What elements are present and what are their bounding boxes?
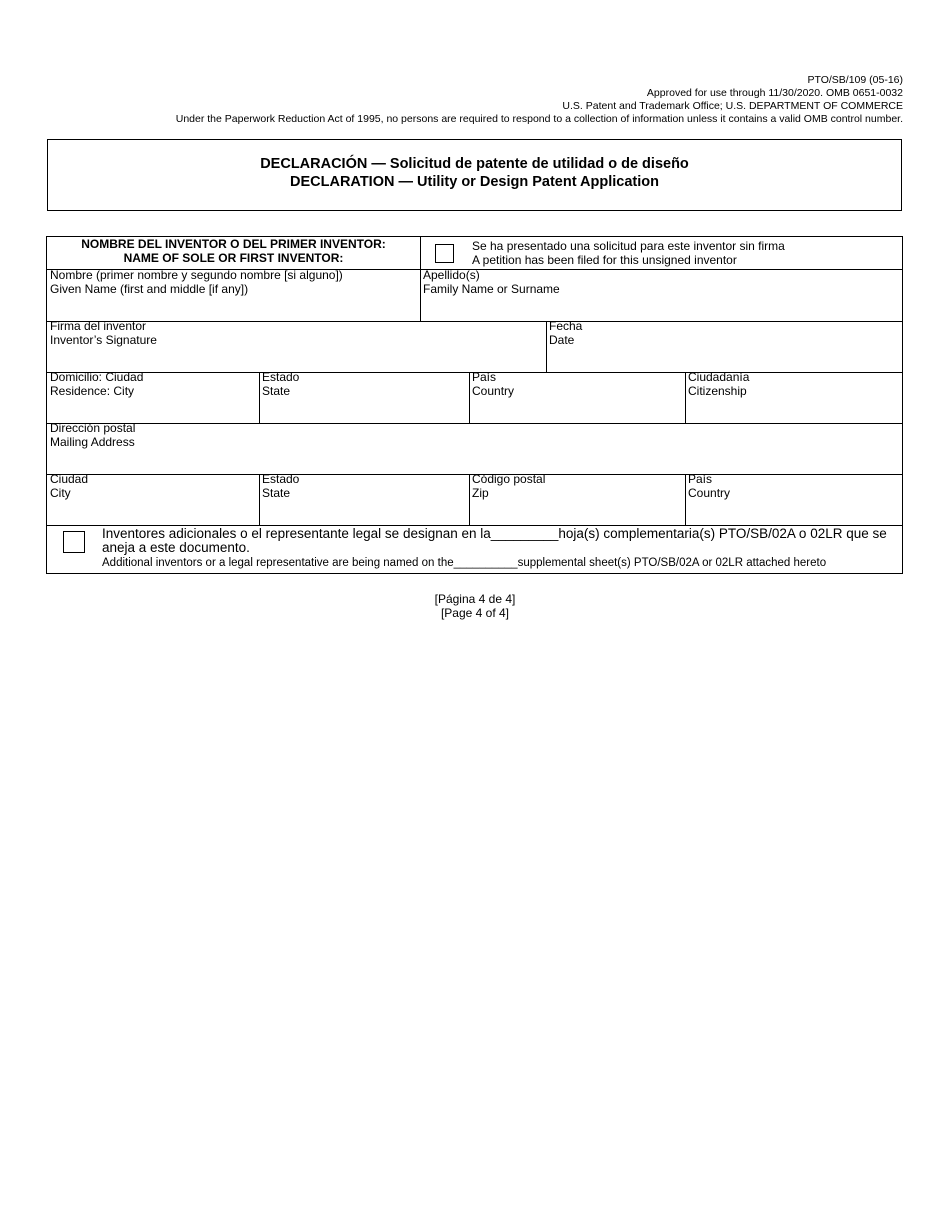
column-divider — [259, 474, 260, 525]
mailing-address-field[interactable] — [50, 421, 135, 449]
page-number-es: [Página 4 de 4] — [434, 592, 516, 606]
title-spanish: DECLARACIÓN — Solicitud de patente de utilidad o de diseño — [260, 156, 689, 172]
residence-city-label-en: Residence: City — [50, 384, 135, 398]
date-field[interactable] — [549, 319, 582, 347]
family-name-field[interactable] — [423, 268, 560, 296]
citizenship-label-es: Ciudadanía — [688, 370, 750, 384]
row-divider — [47, 423, 902, 424]
given-name-label-en: Given Name (first and middle [if any]) — [50, 282, 249, 296]
family-name-label-es: Apellido(s) — [423, 268, 480, 282]
column-divider — [420, 237, 421, 321]
state-field[interactable] — [262, 472, 299, 500]
form-number: PTO/SB/109 (05-16) — [807, 74, 903, 86]
city-label-es: Ciudad — [50, 472, 89, 486]
city-label-en: City — [50, 486, 71, 500]
citizenship-field[interactable] — [688, 370, 749, 398]
petition-label-en: A petition has been filed for this unsigned inventor — [472, 253, 737, 267]
zip-field[interactable] — [472, 472, 545, 500]
additional-inventors-checkbox[interactable] — [63, 531, 85, 553]
residence-city-label-es: Domicilio: Ciudad — [50, 370, 144, 384]
given-name-field[interactable] — [50, 268, 343, 296]
column-divider — [259, 372, 260, 423]
column-divider — [546, 321, 547, 373]
zip-label-en: Zip — [472, 486, 489, 500]
given-name-label-es: Nombre (primer nombre y segundo nombre [si alguno]) — [50, 268, 343, 282]
signature-label-es: Firma del inventor — [50, 319, 147, 333]
column-divider — [469, 474, 470, 525]
signature-label-en: Inventor’s Signature — [50, 333, 157, 347]
country-label-es: País — [688, 472, 713, 486]
paperwork-notice: Under the Paperwork Reduction Act of 1995, no persons are required to respond to a collection of information unless it contains a valid OMB control number. — [175, 113, 903, 125]
inventor-heading-en: NAME OF SOLE OR FIRST INVENTOR: — [123, 250, 344, 265]
residence-country-label-en: Country — [472, 384, 515, 398]
row-divider — [47, 321, 902, 322]
inventor-heading-es: NOMBRE DEL INVENTOR O DEL PRIMER INVENTOR: — [81, 237, 386, 251]
petition-label-es: Se ha presentado una solicitud para este inventor sin firma — [472, 239, 785, 253]
country-field[interactable] — [688, 472, 730, 500]
title-box — [47, 139, 902, 211]
inventor-heading — [47, 238, 420, 265]
city-field[interactable] — [50, 472, 88, 500]
mailing-address-label-en: Mailing Address — [50, 435, 135, 449]
residence-city-field[interactable] — [50, 370, 143, 398]
residence-state-label-es: Estado — [262, 370, 300, 384]
state-label-es: Estado — [262, 472, 300, 486]
date-label-es: Fecha — [549, 319, 583, 333]
signature-field[interactable] — [50, 319, 157, 347]
country-label-en: Country — [688, 486, 731, 500]
residence-country-field[interactable] — [472, 370, 514, 398]
citizenship-label-en: Citizenship — [688, 384, 747, 398]
family-name-label-en: Family Name or Surname — [423, 282, 560, 296]
mailing-address-label-es: Dirección postal — [50, 421, 136, 435]
inventor-form — [46, 236, 903, 574]
agency-text: U.S. Patent and Trademark Office; U.S. DEPARTMENT OF COMMERCE — [562, 100, 903, 112]
date-label-en: Date — [549, 333, 575, 347]
column-divider — [685, 372, 686, 423]
additional-inventors-es-line2: aneja a este documento. — [102, 540, 250, 555]
residence-state-label-en: State — [262, 384, 291, 398]
page-number-en: [Page 4 of 4] — [440, 606, 510, 620]
column-divider — [685, 474, 686, 525]
petition-label — [472, 239, 785, 267]
additional-inventors-es-line1: Inventores adicionales o el representante legal se designan en la_________hoja(s) complementaria(s) PTO/SB/02A o 02LR que se — [102, 526, 887, 541]
additional-inventors-en: Additional inventors or a legal representative are being named on the__________supplemental sheet(s) PTO/SB/02A or 02LR attached hereto — [102, 557, 827, 569]
zip-label-es: Código postal — [472, 472, 546, 486]
column-divider — [469, 372, 470, 423]
petition-checkbox[interactable] — [435, 244, 454, 263]
residence-country-label-es: País — [472, 370, 497, 384]
residence-state-field[interactable] — [262, 370, 299, 398]
title-english: DECLARATION — Utility or Design Patent Application — [290, 174, 659, 190]
state-label-en: State — [262, 486, 291, 500]
approval-text: Approved for use through 11/30/2020. OMB 0651-0032 — [646, 87, 903, 99]
